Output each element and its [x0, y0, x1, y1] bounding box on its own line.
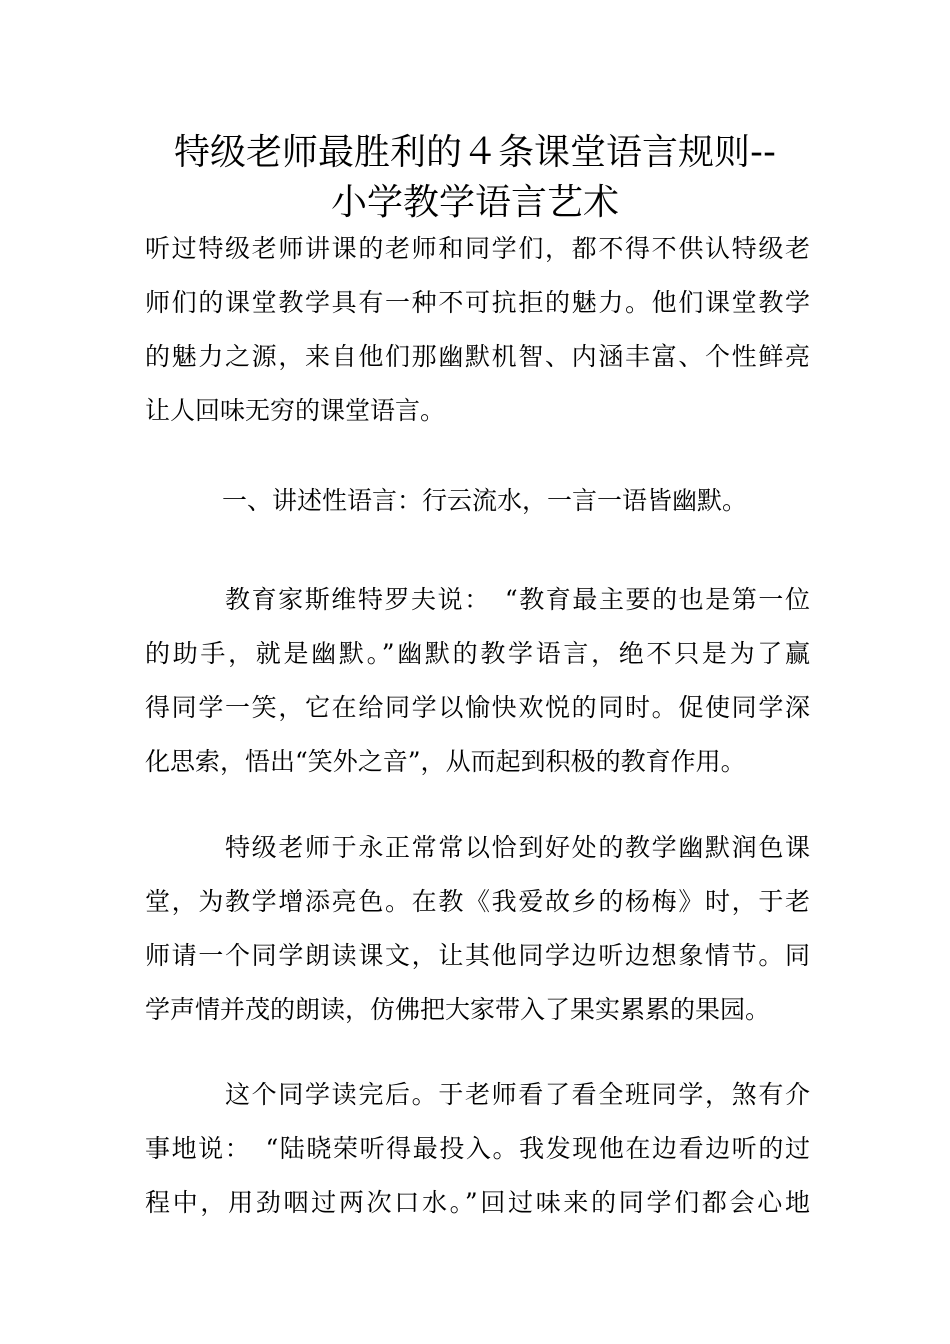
paragraph-line: 这个同学读完后。于老师看了看全班同学，煞有介	[225, 1080, 810, 1109]
section-heading-1	[145, 474, 810, 528]
paragraph-humor-quote	[145, 573, 810, 789]
paragraph-line: 师请一个同学朗读课文，让其他同学边听边想象情节。同	[145, 941, 810, 970]
document-title-line-2: 小学教学语言艺术	[330, 182, 619, 223]
paragraph-line: 化思索，悟出“笑外之音”，从而起到积极的教育作用。	[145, 747, 746, 776]
paragraph-line: 让人回味无穷的课堂语言。	[145, 396, 446, 425]
section-heading-text: 一、讲述性语言：行云流水，一言一语皆幽默。	[222, 486, 748, 515]
paragraph-line: 事地说： “陆晓荣听得最投入。我发现他在边看边听的过	[145, 1134, 810, 1163]
paragraph-line: 特级老师于永正常常以恰到好处的教学幽默润色课	[225, 833, 810, 862]
paragraph-line: 师们的课堂教学具有一种不可抗拒的魅力。他们课堂教学	[145, 288, 810, 317]
paragraph-line: 听过特级老师讲课的老师和同学们，都不得不供认特级老	[145, 234, 810, 263]
paragraph-line: 的助手，就是幽默。”幽默的教学语言，绝不只是为了赢	[145, 639, 810, 668]
paragraph-line: 堂，为教学增添亮色。在教《我爱故乡的杨梅》时，于老	[145, 887, 810, 916]
document-title-line-1: 特级老师最胜利的４条课堂语言规则--	[174, 132, 776, 173]
intro-paragraph	[145, 222, 810, 438]
paragraph-after-reading	[145, 1068, 810, 1230]
paragraph-line: 的魅力之源，来自他们那幽默机智、内涵丰富、个性鲜亮	[145, 342, 810, 371]
paragraph-line: 得同学一笑，它在给同学以愉快欢悦的同时。促使同学深	[145, 693, 810, 722]
paragraph-line: 程中，用劲咽过两次口水。”回过味来的同学们都会心地	[145, 1188, 810, 1217]
paragraph-yu-yongzheng	[145, 821, 810, 1037]
paragraph-line: 教育家斯维特罗夫说： “教育最主要的也是第一位	[225, 585, 810, 614]
paragraph-line: 学声情并茂的朗读，仿佛把大家带入了果实累累的果园。	[145, 995, 771, 1024]
